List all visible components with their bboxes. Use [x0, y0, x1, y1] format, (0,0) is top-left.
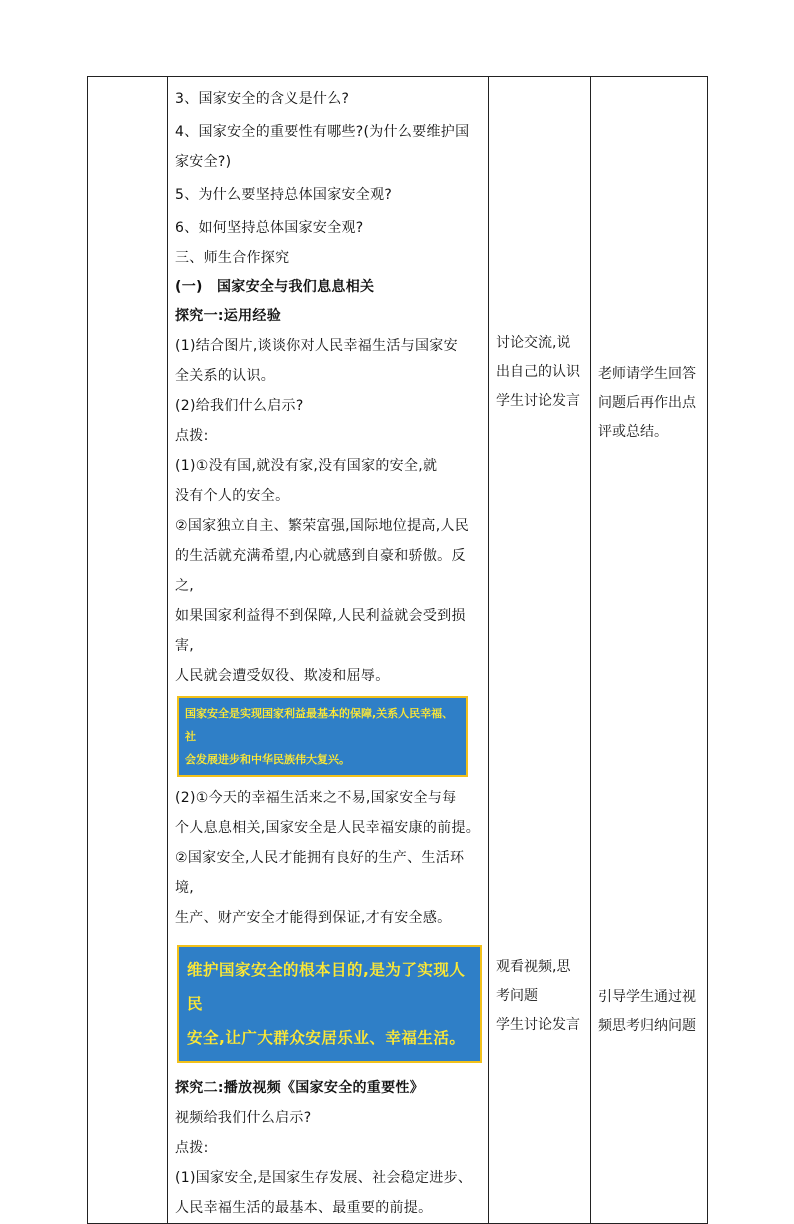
highlight-box-2 — [177, 945, 482, 1063]
student-activity-1 — [496, 329, 586, 416]
inquiry-1-title: 探究一:运用经验 — [175, 308, 281, 324]
student-activity-2-line1: 观看视频,思 — [496, 959, 571, 975]
inquiry-1-q1-line1: (1)结合图片,谈谈你对人民幸福生活与国家安 — [175, 338, 458, 354]
column-stage — [88, 77, 168, 1224]
question-4-line2: 家安全?) — [175, 154, 232, 170]
inquiry-2-title: 探究二:播放视频《国家安全的重要性》 — [175, 1080, 424, 1096]
column-content — [168, 77, 489, 1224]
student-activity-2-line3: 学生讨论发言 — [496, 1017, 580, 1033]
column-student-activity — [489, 77, 591, 1224]
student-activity-2 — [496, 953, 586, 1040]
highlight-box-1 — [177, 696, 468, 777]
answer-1-2-line3: 如果国家利益得不到保障,人民利益就会受到损害, — [175, 608, 466, 654]
lesson-plan-table — [87, 76, 708, 1224]
subsection-heading: (一) 国家安全与我们息息相关 — [175, 279, 375, 295]
teacher-intent-2-line1: 引导学生通过视 — [598, 989, 696, 1005]
highlight-box-2-line1: 维护国家安全的根本目的,是为了实现人民 — [187, 961, 466, 1013]
teacher-intent-1-line3: 评或总结。 — [598, 424, 668, 440]
column-teacher-intent — [591, 77, 708, 1224]
student-activity-1-line1: 讨论交流,说 — [496, 335, 571, 351]
question-4-line1: 4、国家安全的重要性有哪些?(为什么要维护国 — [175, 124, 470, 140]
answer-1-2-line2: 的生活就充满希望,内心就感到自豪和骄傲。反之, — [175, 548, 466, 594]
answer-1-2-line4: 人民就会遭受奴役、欺凌和屈辱。 — [175, 668, 390, 684]
hint-label-1: 点拨: — [175, 428, 209, 444]
answer-1-2-line1: ②国家独立自主、繁荣富强,国际地位提高,人民 — [175, 518, 470, 534]
student-activity-1-line3: 学生讨论发言 — [496, 393, 580, 409]
answer-3-line2: 人民幸福生活的最基本、最重要的前提。 — [175, 1200, 433, 1216]
teacher-intent-2-line2: 频思考归纳问题 — [598, 1018, 696, 1034]
inquiry-2-question: 视频给我们什么启示? — [175, 1110, 312, 1126]
question-3: 3、国家安全的含义是什么? — [175, 91, 350, 107]
highlight-box-1-line1: 国家安全是实现国家利益最基本的保障,关系人民幸福、社 — [185, 707, 454, 743]
teacher-intent-1 — [598, 360, 703, 447]
student-activity-1-line2: 出自己的认识 — [496, 364, 580, 380]
answer-2-2-line1: ②国家安全,人民才能拥有良好的生产、生活环境, — [175, 850, 465, 896]
teacher-intent-1-line1: 老师请学生回答 — [598, 366, 696, 382]
question-5: 5、为什么要坚持总体国家安全观? — [175, 187, 393, 203]
answer-3-line1: (1)国家安全,是国家生存发展、社会稳定进步、 — [175, 1170, 473, 1186]
highlight-box-1-line2: 会发展进步和中华民族伟大复兴。 — [185, 753, 350, 766]
answer-1-1-line1: (1)①没有国,就没有家,没有国家的安全,就 — [175, 458, 438, 474]
highlight-box-2-line2: 安全,让广大群众安居乐业、幸福生活。 — [187, 1029, 466, 1047]
answer-2-2-line2: 生产、财产安全才能得到保证,才有安全感。 — [175, 910, 452, 926]
inquiry-1-q2: (2)给我们什么启示? — [175, 398, 304, 414]
answer-2-1-line1: (2)①今天的幸福生活来之不易,国家安全与每 — [175, 790, 457, 806]
section-heading: 三、师生合作探究 — [175, 250, 290, 266]
teacher-intent-1-line2: 问题后再作出点 — [598, 395, 696, 411]
student-activity-2-line2: 考问题 — [496, 988, 538, 1004]
hint-label-2: 点拨: — [175, 1140, 209, 1156]
answer-2-1-line2: 个人息息相关,国家安全是人民幸福安康的前提。 — [175, 820, 481, 836]
teacher-intent-2 — [598, 983, 703, 1041]
question-6: 6、如何坚持总体国家安全观? — [175, 220, 364, 236]
inquiry-1-q1-line2: 全关系的认识。 — [175, 368, 276, 384]
answer-1-1-line2: 没有个人的安全。 — [175, 488, 290, 504]
